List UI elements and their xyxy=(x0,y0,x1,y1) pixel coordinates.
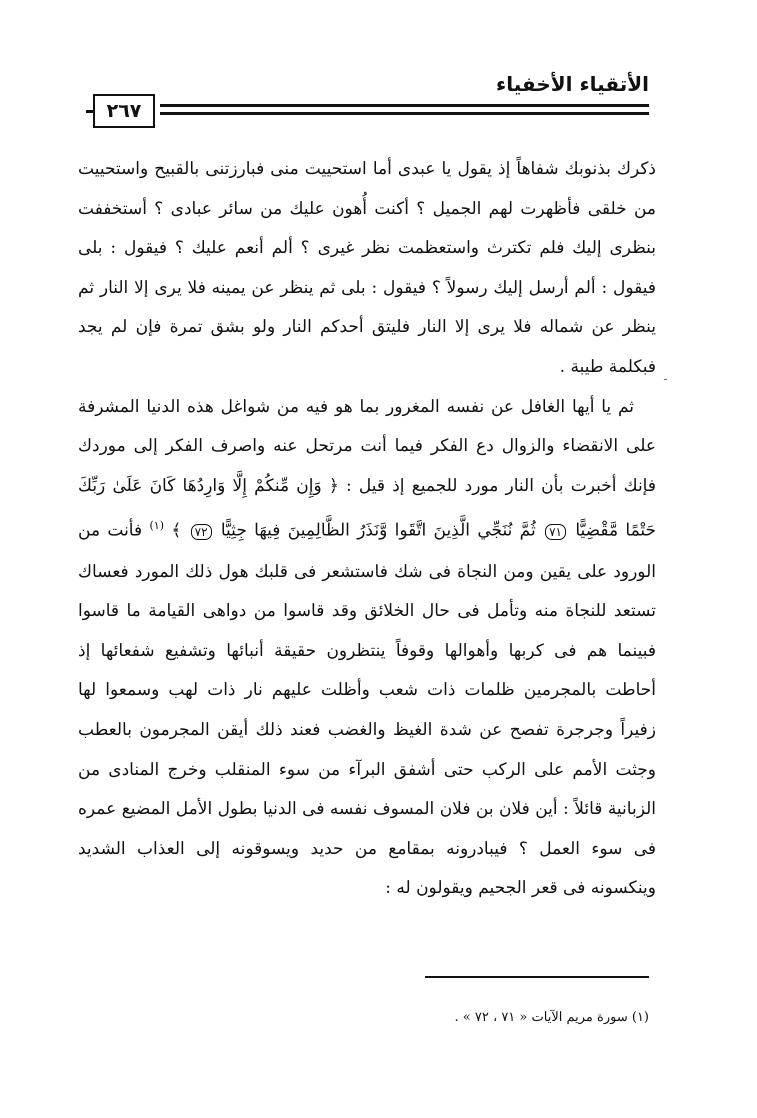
margin-mark: ـ xyxy=(664,372,667,383)
paragraph-2 xyxy=(78,388,656,909)
header-rule-top xyxy=(160,104,649,107)
page-number-box xyxy=(93,94,155,128)
paragraph-2-intro: ثم يا أيها الغافل عن نفسه المغرور بما هو فيه من شواغل هذه الدنيا المشرفة على الانقضاء والزوال دع الفكر فيما أنت مرتحل عنه واصرف الفكر إلى موردك فإنك أخبرت بأن النار مورد للجميع إذ قيل : ﴿ وَإِن مِّنكُمْ إِلَّا وَارِدُهَا كَانَ عَلَىٰ رَبِّكَ حَتْمًا مَّقْضِيًّا xyxy=(78,396,657,541)
verse-number-72: ٧٢ xyxy=(191,524,212,540)
quran-verse-close: ﴾ xyxy=(171,521,182,541)
verse-number-71: ٧١ xyxy=(545,524,566,540)
page-number: ٢٦٧ xyxy=(106,100,142,122)
footnote: (١) سورة مريم الآيات « ٧١ ، ٧٢ » . xyxy=(454,1010,649,1025)
paragraph-1: ذكرك بذنوبك شفاهاً إذ يقول يا عبدى أما استحييت منى فبارزتنى بالقبيح واستحييت من خلقى فأظهرت لهم الجميل ؟ أكنت أُهون عليك من سائر عبادى ؟ أستخففت بنظرى إليك فلم تكترث واستعظمت نظر غيرى ؟ ألم أنعم عليك ؟ فيقول : بلى فيقول : ألم أرسل إليك رسولاً ؟ فيقول : بلى ثم ينظر عن يمينه فلا يرى إلا النار ثم ينظر عن شماله فلا يرى إلا النار فليتق أحدكم النار ولو بشق تمرة فإن لم يجد فبكلمة طيبة . xyxy=(78,159,656,377)
header-rule-bottom xyxy=(160,112,649,115)
running-title: الأتقياء الأخفياء xyxy=(496,72,649,96)
footnote-reference: (١) xyxy=(149,519,164,533)
body-text xyxy=(78,150,656,909)
footnote-rule xyxy=(425,976,649,978)
paragraph-2-body: فأنت من الورود على يقين ومن النجاة فى شك فاستشعر فى قلبك هول ذلك المورد فعساك تستعد للنجاة منه وتأمل فى حال الخلائق وقد قاسوا من دواهى القيامة ما قاسوا فبينما هم فى كربها وأهوالها وقوفاً ينتظرون حقيقة أنبائها وتشفيع شفعائها إذ أحاطت بالمجرمين ظلمات ذات شعب وأظلت عليهم نار ذات لهب وسمعوا لها زفيراً وجرجرة تفصح عن شدة الغيظ والغضب فعند ذلك أيقن المجرمون بالعطب وجثت الأمم على الركب حتى أشفق البرآء من سوء المنقلب وخرج المنادى من الزبانية قائلاً : أين فلان بن فلان المسوف نفسه فى الدنيا بطول الأمل المضيع عمره فى سوء العمل ؟ فيبادرونه بمقامع من حديد ويسوقونه إلى العذاب الشديد وينكسونه فى قعر الجحيم ويقولون له : xyxy=(78,521,656,899)
quran-verse-continuation: ثُمَّ نُنَجِّي الَّذِينَ اتَّقَوا وَّنَذَرُ الظَّالِمِينَ فِيهَا جِثِيًّا xyxy=(220,521,536,541)
